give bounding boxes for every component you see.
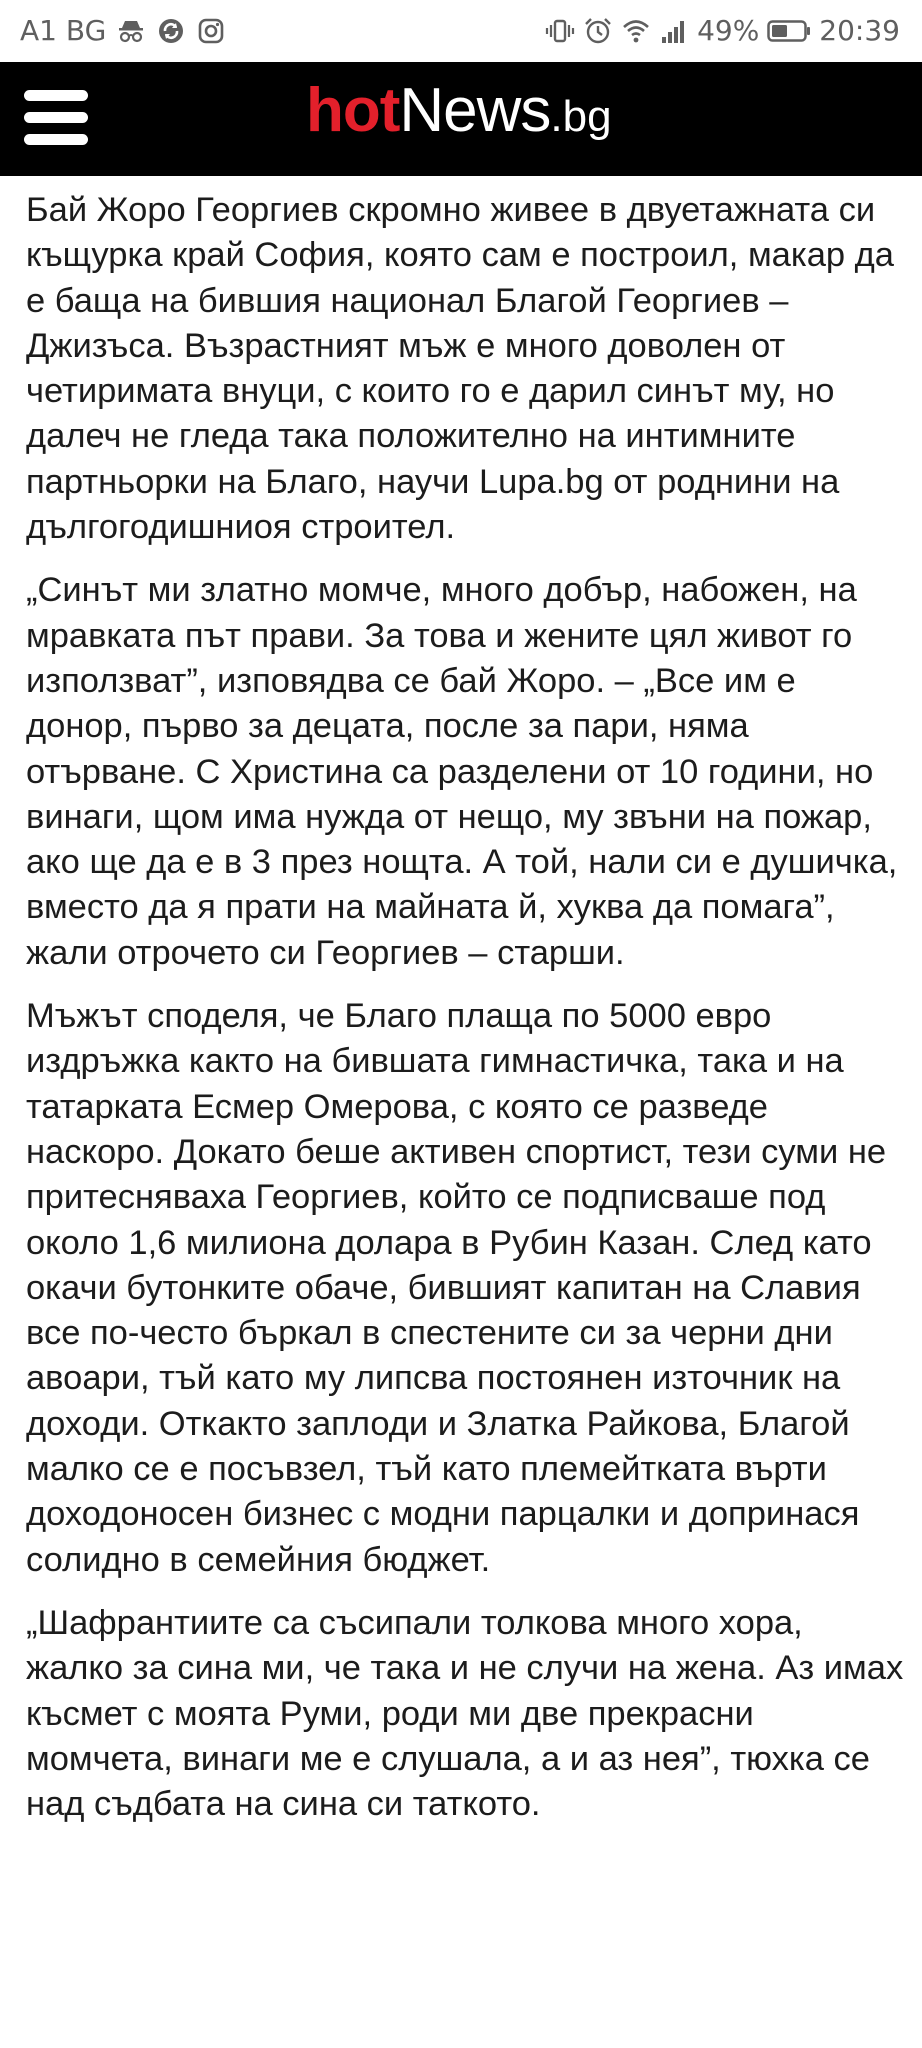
- wifi-icon: [621, 16, 651, 46]
- site-logo[interactable]: [306, 76, 612, 145]
- menu-bar: [24, 112, 88, 123]
- article-paragraph: „Шафрантиите са съсипали толкова много хора, жалко за сина ми, че така и не случи на жена. Аз имах късмет с моята Руми, роди ми две прекрасни момчета, винаги ме е слушала, а и аз нея”, тюхка се над съдбата на сина си таткото.: [26, 1603, 904, 1824]
- logo-tld: .bg: [550, 92, 612, 141]
- instagram-icon: [196, 16, 226, 46]
- vibrate-icon: [545, 16, 575, 46]
- article-paragraph: Бай Жоро Георгиев скромно живее в двуетажната си къщурка край София, която сам е построил, макар да е баща на бившия национал Благой Георгиев – Джизъса. Възрастният мъж е много доволен от четиримата внуци, с които го е дарил синът му, но далеч не гледа така положително на интимните партньорки на Благо, научи Lupa.bg от роднини на дългогодишниоя строител.: [26, 191, 894, 547]
- incognito-icon: [116, 16, 146, 46]
- carrier-label: A1 BG: [20, 14, 107, 47]
- battery-percent: 49%: [697, 14, 760, 47]
- menu-bar: [24, 90, 88, 101]
- status-bar: [0, 0, 922, 62]
- site-header: [0, 62, 922, 176]
- clock: 20:39: [819, 14, 900, 47]
- status-right: [545, 14, 900, 47]
- sync-icon: [156, 16, 186, 46]
- alarm-icon: [583, 16, 613, 46]
- menu-bar: [24, 134, 88, 145]
- article-paragraph: Мъжът споделя, че Благо плаща по 5000 евро издръжка както на бившата гимнастичка, така и на татарката Есмер Омерова, с която се разведе наскоро. Докато беше активен спортист, тези суми не притесняваха Георгиев, който се подписваше под около 1,6 милиона долара в Рубин Казан. След като окачи бутонките обаче, бившият капитан на Славия все по-често бъркал в спестените си за черни дни авоари, тъй като му липсва постоянен източник на доходи. Откакто заплоди и Златка Райкова, Благой малко се е посъвзел, тъй като племейтката върти доходоносен бизнес с модни парцалки и допринася солидно в семейния бюджет.: [26, 997, 887, 1579]
- battery-icon: [767, 20, 811, 42]
- logo-hot: hot: [306, 76, 400, 145]
- signal-icon: [659, 16, 689, 46]
- logo-news: News: [399, 76, 551, 145]
- article-paragraph: „Синът ми златно момче, много добър, набожен, на мравката път прави. За това и жените цял живот го използват”, изповядва се бай Жоро. – „Все им е донор, първо за децата, после за пари, няма отърване. С Христина са разделени от 10 години, но винаги, щом има нужда от нещо, му звъни на пожар, ако ще да е в 3 през нощта. А той, нали си е душичка, вместо да я прати на майната й, хуква да помага”, жали отрочето си Георгиев – старши.: [26, 571, 898, 972]
- status-left: [20, 14, 226, 47]
- hamburger-menu-icon[interactable]: [24, 86, 88, 150]
- article-body: [26, 188, 906, 1845]
